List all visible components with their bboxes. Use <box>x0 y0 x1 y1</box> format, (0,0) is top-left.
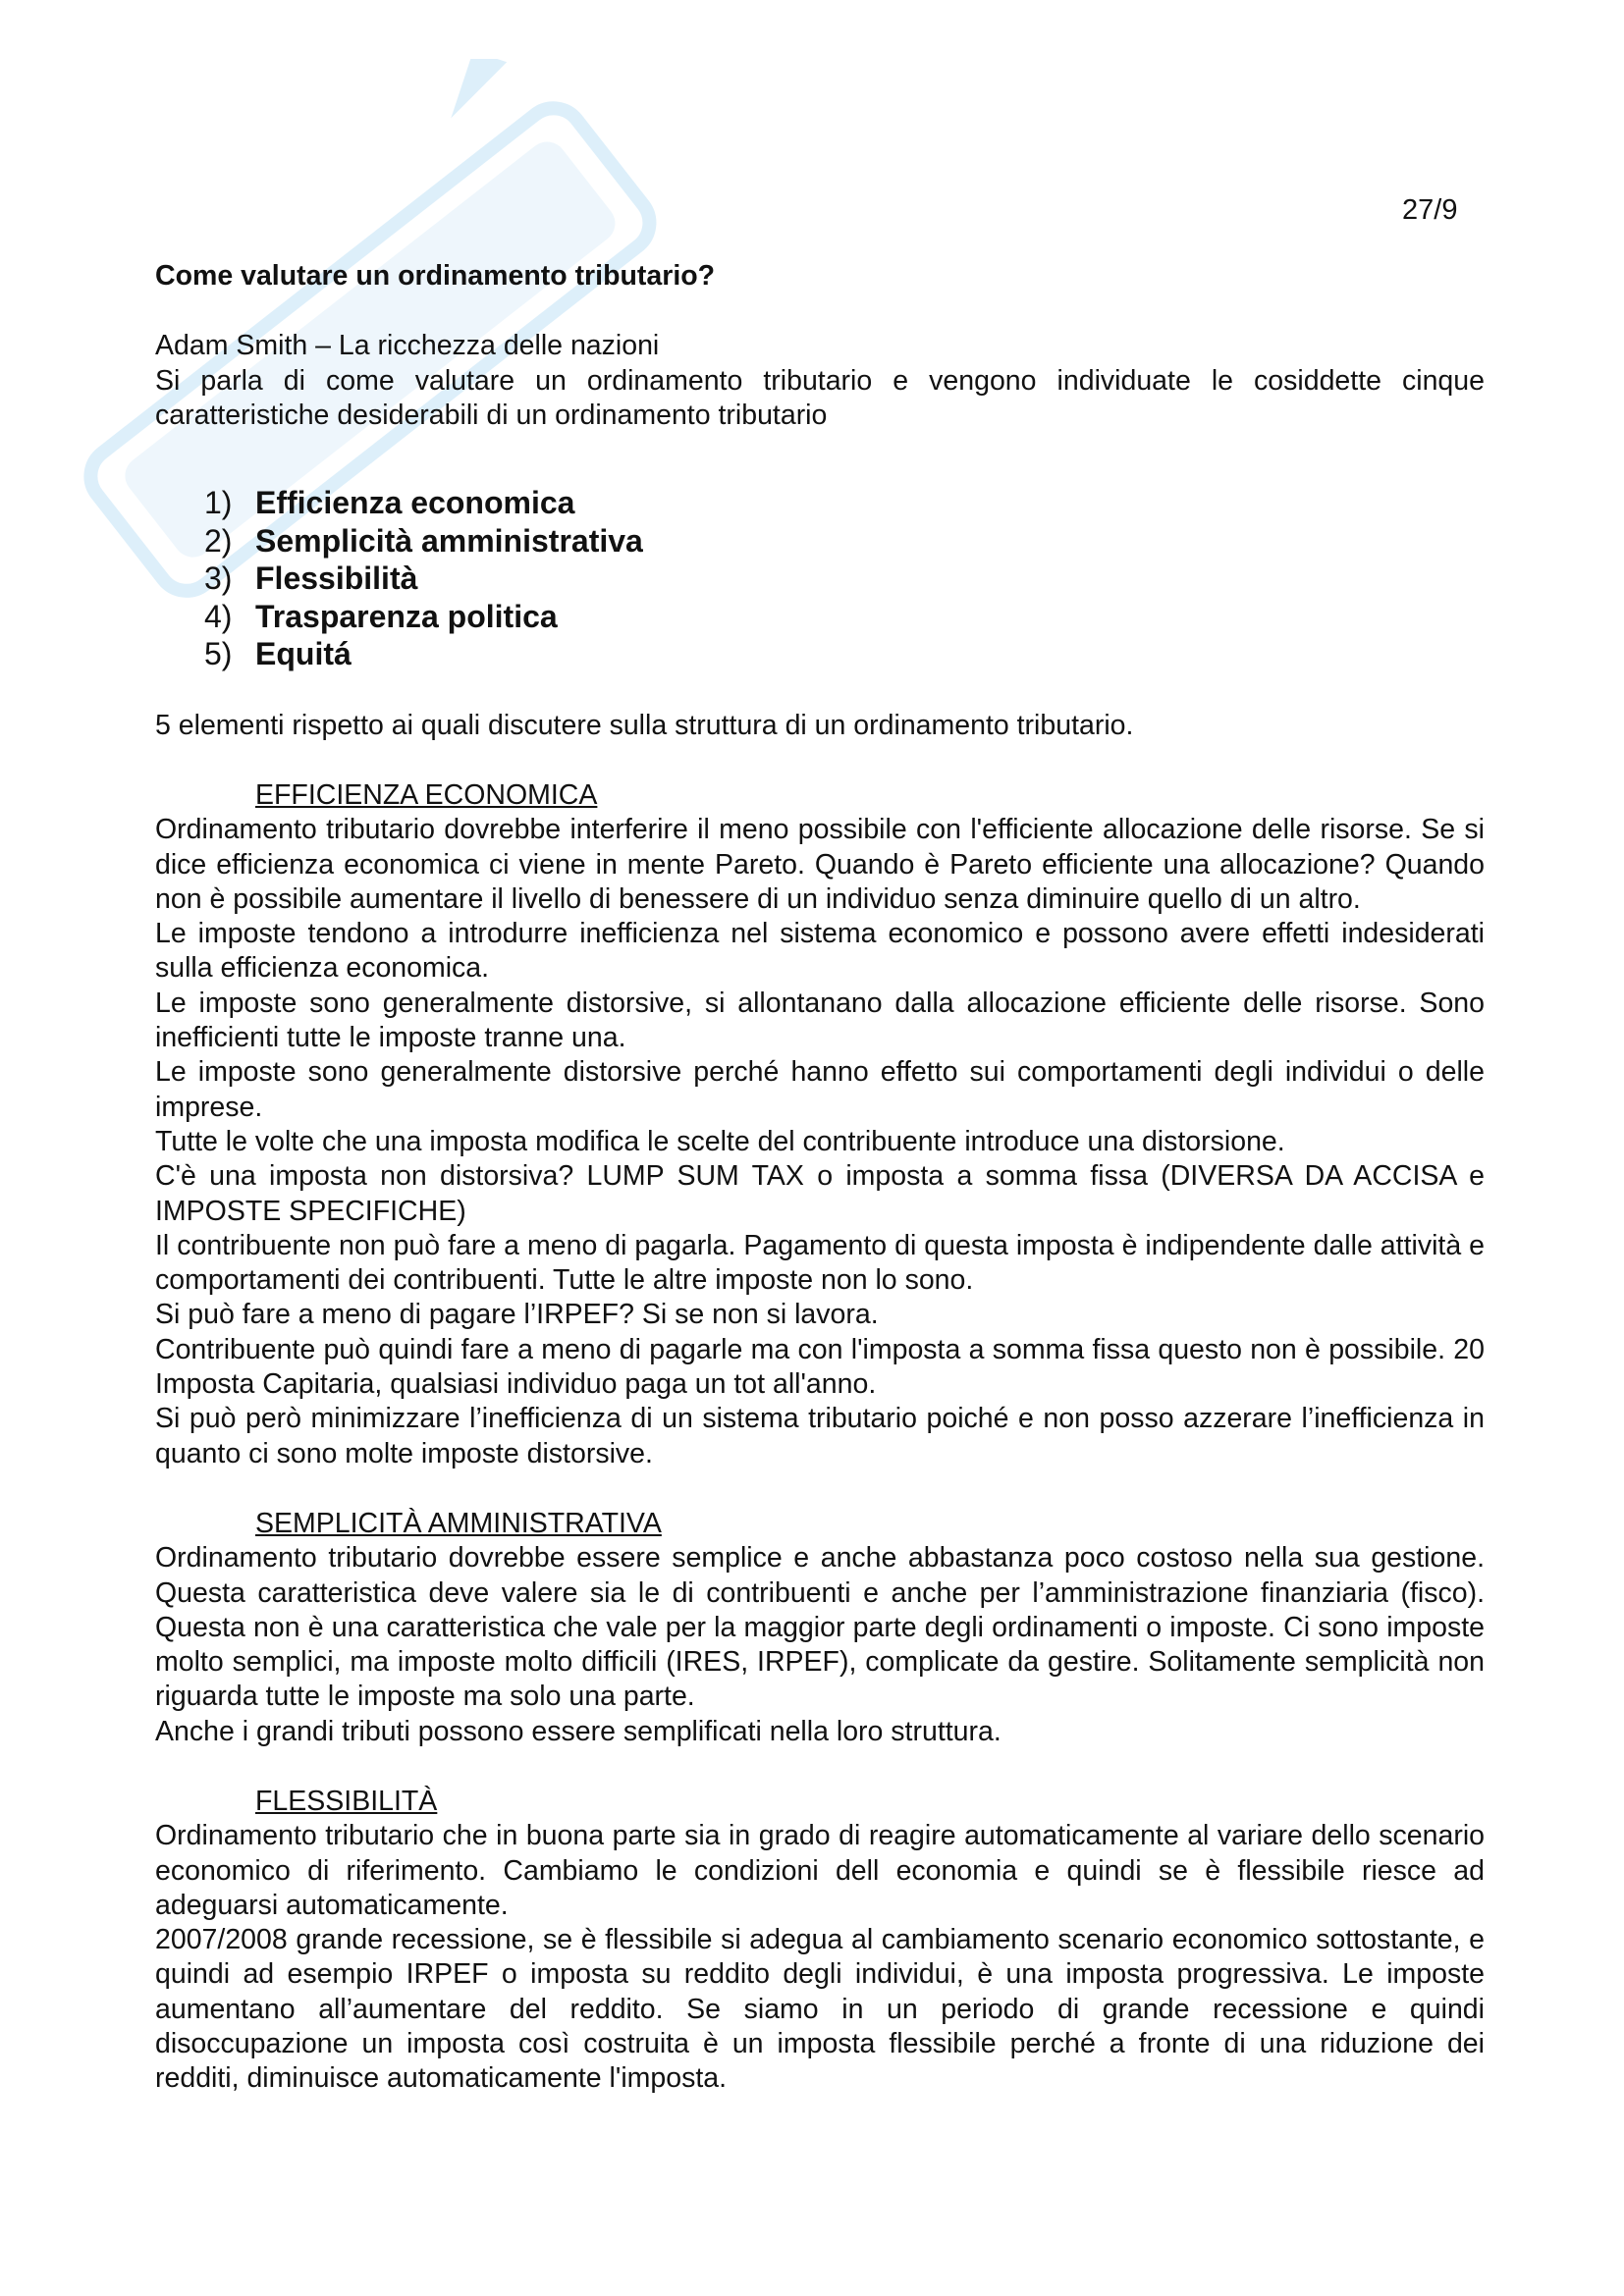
page-title: Come valutare un ordinamento tributario? <box>155 260 716 292</box>
spacer <box>155 1471 1485 1507</box>
features-list <box>155 484 1485 673</box>
paragraph: Il contribuente non può fare a meno di pagarla. Pagamento di questa imposta è indipendente dalle attività e comportamenti dei contribuenti. Tutte le altre imposte non lo sono. <box>155 1229 1485 1297</box>
spacer <box>155 673 1485 709</box>
spacer <box>155 1749 1485 1785</box>
list-number: 1) <box>204 485 233 521</box>
list-item <box>204 522 1485 561</box>
page-number: 27/9 <box>1402 194 1458 226</box>
list-label: Efficienza economica <box>255 485 575 521</box>
intro <box>155 329 1485 433</box>
paragraph: Ordinamento tributario che in buona parte sia in grado di reagire automaticamente al variare dello scenario economico di riferimento. Cambiamo le condizioni dell economia e quindi se è flessibile riesce ad adeguarsi automaticamente. <box>155 1820 1485 1921</box>
spacer <box>155 743 1485 778</box>
summary-text: 5 elementi rispetto ai quali discutere sulla struttura di un ordinamento tributario. <box>155 709 1134 741</box>
section-efficienza <box>155 778 1485 1471</box>
document-body <box>155 259 1485 2097</box>
paragraph: 2007/2008 grande recessione, se è flessibile si adegua al cambiamento scenario economico sottostante, e quindi ad esempio IRPEF o imposta su reddito degli individui, è una imposta progressiva. Le imposte aumentano all’aumentare del reddito. Se siamo in un periodo di grande recessione e quindi disoccupazione un imposta così costruita è un imposta flessibile perché a fronte di una riduzione dei redditi, diminuisce automaticamente l'imposta. <box>155 1924 1485 2095</box>
section-semplicita <box>155 1507 1485 1749</box>
paragraph: Si può fare a meno di pagare l’IRPEF? Si se non si lavora. <box>155 1299 879 1331</box>
section-heading: FLESSIBILITÀ <box>255 1786 438 1817</box>
paragraph: Anche i grandi tributi possono essere semplificati nella loro struttura. <box>155 1715 1001 1747</box>
paragraph: Si può però minimizzare l’inefficienza di un sistema tributario poiché e non posso azzerare l’inefficienza in quanto ci sono molte imposte distorsive. <box>155 1403 1485 1469</box>
paragraph: Le imposte sono generalmente distorsive perché hanno effetto sui comportamenti degli individui o delle imprese. <box>155 1056 1485 1123</box>
list-number: 2) <box>204 522 233 559</box>
list-number: 4) <box>204 598 233 634</box>
list-number: 3) <box>204 561 233 597</box>
paragraph: Ordinamento tributario dovrebbe essere semplice e anche abbastanza poco costoso nella sua gestione. Questa caratteristica deve valere sia le di contribuenti e anche per l’amministrazione finanziaria (fisco). Questa non è una caratteristica che vale per la maggior parte degli ordinamenti o imposte. Ci sono imposte molto semplici, ma imposte molto difficili (IRES, IRPEF), complicate da gestire. Solitamente semplicità non riguarda tutte le imposte ma solo una parte. <box>155 1542 1485 1713</box>
list-item <box>204 560 1485 598</box>
paragraph: C'è una imposta non distorsiva? LUMP SUM TAX o imposta a somma fissa (DIVERSA DA ACCISA e IMPOSTE SPECIFICHE) <box>155 1160 1485 1227</box>
list-item <box>204 598 1485 636</box>
list-label: Trasparenza politica <box>255 598 558 634</box>
paragraph: Ordinamento tributario dovrebbe interferire il meno possibile con l'efficiente allocazione delle risorse. Se si dice efficienza economica ci viene in mente Pareto. Quando è Pareto efficiente una allocazione? Quando non è possibile aumentare il livello di benessere di un individuo senza diminuire quello di un altro. <box>155 814 1485 915</box>
list-label: Equitá <box>255 636 352 672</box>
spacer <box>155 433 1485 484</box>
list-item <box>204 484 1485 522</box>
paragraph: Contribuente può quindi fare a meno di pagarle ma con l'imposta a somma fissa questo non è possibile. 20 Imposta Capitaria, qualsiasi individuo paga un tot all'anno. <box>155 1333 1485 1401</box>
list-number: 5) <box>204 636 233 672</box>
list-label: Semplicità amministrativa <box>255 522 643 559</box>
intro-source: Adam Smith – La ricchezza delle nazioni <box>155 330 660 362</box>
paragraph: Le imposte sono generalmente distorsive, si allontanano dalla allocazione efficiente delle risorse. Sono inefficienti tutte le imposte tranne una. <box>155 987 1485 1054</box>
paragraph: Le imposte tendono a introdurre inefficienza nel sistema economico e possono avere effetti indesiderati sulla efficienza economica. <box>155 918 1485 985</box>
intro-text: Si parla di come valutare un ordinamento tributario e vengono individuate le cosiddette cinque caratteristiche desiderabili di un ordinamento tributario <box>155 364 1485 431</box>
section-heading: SEMPLICITÀ AMMINISTRATIVA <box>255 1507 662 1539</box>
list-label: Flessibilità <box>255 561 418 597</box>
spacer <box>155 294 1485 329</box>
section-flessibilita <box>155 1785 1485 2097</box>
list-item <box>204 635 1485 673</box>
paragraph: Tutte le volte che una imposta modifica le scelte del contribuente introduce una distorsione. <box>155 1125 1285 1157</box>
section-heading: EFFICIENZA ECONOMICA <box>255 778 598 811</box>
